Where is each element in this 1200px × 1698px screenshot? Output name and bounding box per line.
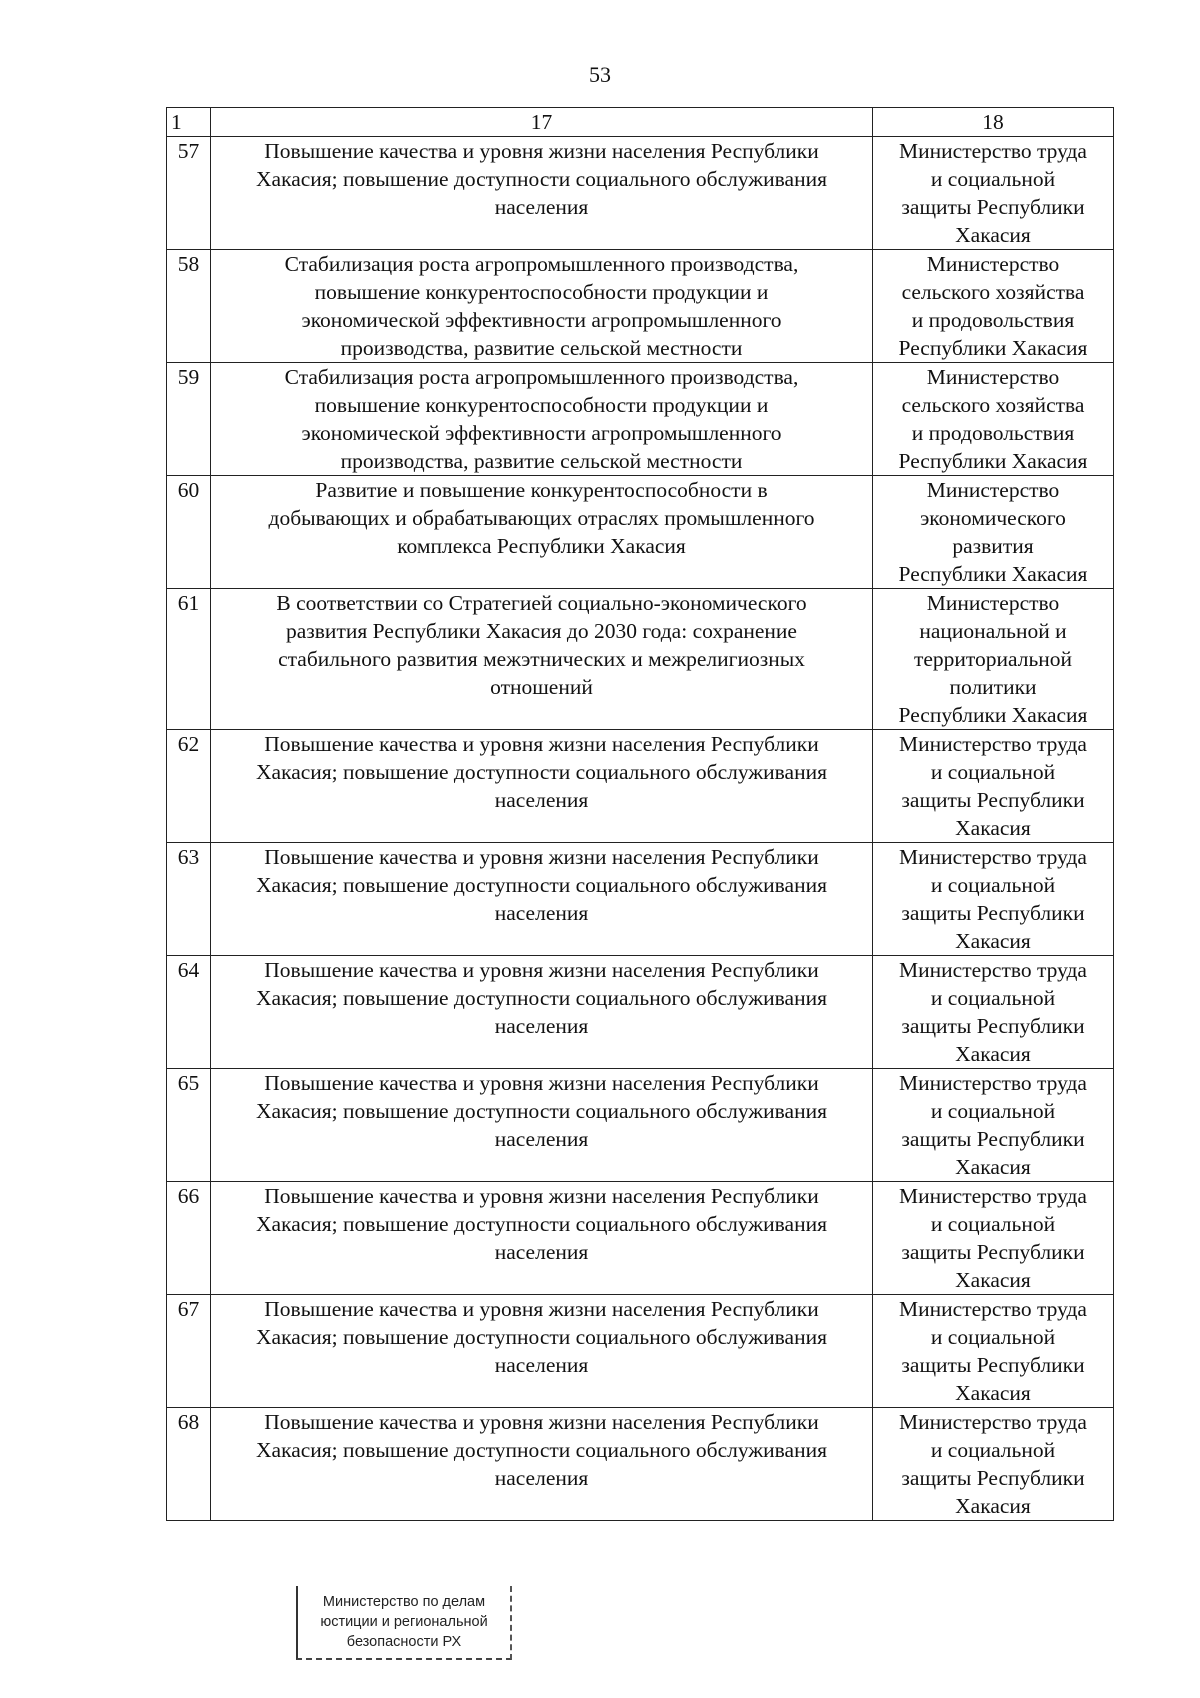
goal-line: В соответствии со Стратегией социально-экономического — [276, 591, 807, 615]
goal-line: Развитие и повышение конкурентоспособности в — [315, 478, 768, 502]
responsible-line: и социальной — [930, 167, 1056, 191]
responsible-line: сельского хозяйства — [901, 393, 1085, 417]
responsible-line: и социальной — [930, 986, 1056, 1010]
goal-line: Повышение качества и уровня жизни населения Республики — [264, 1297, 819, 1321]
header-col-17: 17 — [211, 108, 873, 137]
goal-line: Хакасия; повышение доступности социального обслуживания — [256, 167, 827, 191]
table-row — [167, 1408, 1114, 1521]
responsible-line: Министерство труда — [899, 1071, 1087, 1095]
table-row — [167, 956, 1114, 1069]
goal-line: Хакасия; повышение доступности социального обслуживания — [256, 1212, 827, 1236]
responsible-line: Министерство труда — [899, 139, 1087, 163]
goal-line: экономической эффективности агропромышленного — [301, 421, 782, 445]
goal-line: населения — [494, 901, 589, 925]
goal-line: повышение конкурентоспособности продукции и — [314, 280, 769, 304]
responsible-line: защиты Республики — [901, 1466, 1085, 1490]
responsible-line: защиты Республики — [901, 1240, 1085, 1264]
responsible-line: Министерство труда — [899, 1410, 1087, 1434]
row-number: 62 — [167, 730, 211, 843]
row-number: 68 — [167, 1408, 211, 1521]
responsible-line: территориальной — [913, 647, 1073, 671]
responsible-line: Хакасия — [955, 1042, 1031, 1066]
goal-line: комплекса Республики Хакасия — [397, 534, 686, 558]
table-row — [167, 250, 1114, 363]
goal-cell — [211, 730, 873, 843]
goal-cell — [211, 1295, 873, 1408]
responsible-line: защиты Республики — [901, 1127, 1085, 1151]
table-row — [167, 730, 1114, 843]
responsible-cell — [873, 1069, 1114, 1182]
header-col-1: 1 — [167, 108, 211, 137]
table-row — [167, 1295, 1114, 1408]
responsible-line: Республики Хакасия — [898, 449, 1088, 473]
responsible-line: Хакасия — [955, 1268, 1031, 1292]
responsible-line: защиты Республики — [901, 1014, 1085, 1038]
responsible-line: Хакасия — [955, 929, 1031, 953]
goal-line: Хакасия; повышение доступности социального обслуживания — [256, 760, 827, 784]
row-number: 57 — [167, 137, 211, 250]
goal-cell — [211, 1408, 873, 1521]
document-table — [166, 107, 1114, 1521]
responsible-cell — [873, 1182, 1114, 1295]
table-row — [167, 589, 1114, 730]
responsible-line: и социальной — [930, 1438, 1056, 1462]
goal-line: отношений — [490, 675, 593, 699]
goal-line: Стабилизация роста агропромышленного производства, — [284, 252, 799, 276]
table-row — [167, 843, 1114, 956]
goal-cell — [211, 476, 873, 589]
goal-line: Повышение качества и уровня жизни населения Республики — [264, 732, 819, 756]
goal-line: Повышение качества и уровня жизни населения Республики — [264, 1071, 819, 1095]
row-number: 66 — [167, 1182, 211, 1295]
goal-line: Хакасия; повышение доступности социального обслуживания — [256, 873, 827, 897]
goal-line: Хакасия; повышение доступности социального обслуживания — [256, 1438, 827, 1462]
responsible-line: Хакасия — [955, 1155, 1031, 1179]
goal-line: населения — [494, 1240, 589, 1264]
goal-cell — [211, 137, 873, 250]
row-number: 65 — [167, 1069, 211, 1182]
responsible-line: и продовольствия — [911, 421, 1075, 445]
goal-cell — [211, 843, 873, 956]
goal-line: населения — [494, 1127, 589, 1151]
responsible-line: сельского хозяйства — [901, 280, 1085, 304]
responsible-line: Республики Хакасия — [898, 336, 1088, 360]
responsible-line: Министерство труда — [899, 732, 1087, 756]
responsible-cell — [873, 476, 1114, 589]
row-number: 63 — [167, 843, 211, 956]
responsible-line: Хакасия — [955, 816, 1031, 840]
row-number: 58 — [167, 250, 211, 363]
table-header-row — [167, 108, 1114, 137]
goal-line: населения — [494, 1466, 589, 1490]
responsible-line: Министерство — [926, 478, 1060, 502]
goal-line: стабильного развития межэтнических и межрелигиозных — [278, 647, 805, 671]
goal-cell — [211, 1182, 873, 1295]
page-number: 53 — [589, 62, 611, 87]
row-number: 61 — [167, 589, 211, 730]
goal-line: Повышение качества и уровня жизни населения Республики — [264, 1410, 819, 1434]
responsible-line: Республики Хакасия — [898, 703, 1088, 727]
responsible-line: Министерство труда — [899, 958, 1087, 982]
responsible-line: Министерство труда — [899, 1297, 1087, 1321]
goal-line: экономической эффективности агропромышленного — [301, 308, 782, 332]
stamp-line: юстиции и региональной — [320, 1614, 488, 1630]
table-row — [167, 1182, 1114, 1295]
responsible-cell — [873, 843, 1114, 956]
responsible-cell — [873, 250, 1114, 363]
responsible-line: Министерство труда — [899, 1184, 1087, 1208]
responsible-cell — [873, 363, 1114, 476]
goal-line: населения — [494, 788, 589, 812]
responsible-line: экономического — [920, 506, 1066, 530]
responsible-line: Хакасия — [955, 1381, 1031, 1405]
goal-line: Стабилизация роста агропромышленного производства, — [284, 365, 799, 389]
goal-line: повышение конкурентоспособности продукции и — [314, 393, 769, 417]
responsible-line: политики — [949, 675, 1037, 699]
table-row — [167, 1069, 1114, 1182]
responsible-line: национальной и — [919, 619, 1067, 643]
goal-line: развития Республики Хакасия до 2030 года: сохранение — [286, 619, 797, 643]
goal-line: Хакасия; повышение доступности социального обслуживания — [256, 1325, 827, 1349]
row-number: 64 — [167, 956, 211, 1069]
goal-line: Повышение качества и уровня жизни населения Республики — [264, 1184, 819, 1208]
stamp-line: Министерство по делам — [322, 1594, 486, 1610]
goal-cell — [211, 1069, 873, 1182]
goal-cell — [211, 250, 873, 363]
responsible-cell — [873, 956, 1114, 1069]
goal-line: Повышение качества и уровня жизни населения Республики — [264, 958, 819, 982]
responsible-line: Министерство — [926, 591, 1060, 615]
responsible-line: Хакасия — [955, 223, 1031, 247]
goal-line: Повышение качества и уровня жизни населения Республики — [264, 845, 819, 869]
responsible-line: и социальной — [930, 1325, 1056, 1349]
row-number: 60 — [167, 476, 211, 589]
registration-stamp — [296, 1586, 512, 1660]
responsible-line: и продовольствия — [911, 308, 1075, 332]
responsible-line: защиты Республики — [901, 788, 1085, 812]
row-number: 59 — [167, 363, 211, 476]
goal-cell — [211, 363, 873, 476]
goal-line: населения — [494, 1353, 589, 1377]
table-row — [167, 476, 1114, 589]
header-col-18: 18 — [873, 108, 1114, 137]
responsible-line: Министерство — [926, 252, 1060, 276]
responsible-line: и социальной — [930, 760, 1056, 784]
table-row — [167, 137, 1114, 250]
responsible-line: защиты Республики — [901, 1353, 1085, 1377]
goal-cell — [211, 956, 873, 1069]
responsible-line: Хакасия — [955, 1494, 1031, 1518]
goal-line: Повышение качества и уровня жизни населения Республики — [264, 139, 819, 163]
responsible-cell — [873, 730, 1114, 843]
table-row — [167, 363, 1114, 476]
goal-line: производства, развитие сельской местности — [340, 336, 743, 360]
responsible-cell — [873, 137, 1114, 250]
goal-cell — [211, 589, 873, 730]
responsible-line: развития — [952, 534, 1034, 558]
responsible-line: защиты Республики — [901, 901, 1085, 925]
goal-line: добывающих и обрабатывающих отраслях промышленного — [268, 506, 815, 530]
responsible-line: и социальной — [930, 873, 1056, 897]
goal-line: производства, развитие сельской местности — [340, 449, 743, 473]
goal-line: населения — [494, 1014, 589, 1038]
goal-line: Хакасия; повышение доступности социального обслуживания — [256, 986, 827, 1010]
responsible-line: и социальной — [930, 1099, 1056, 1123]
stamp-line: безопасности РХ — [346, 1634, 462, 1650]
responsible-cell — [873, 1408, 1114, 1521]
goal-line: населения — [494, 195, 589, 219]
responsible-cell — [873, 589, 1114, 730]
responsible-cell — [873, 1295, 1114, 1408]
row-number: 67 — [167, 1295, 211, 1408]
responsible-line: защиты Республики — [901, 195, 1085, 219]
responsible-line: Министерство труда — [899, 845, 1087, 869]
responsible-line: Министерство — [926, 365, 1060, 389]
responsible-line: Республики Хакасия — [898, 562, 1088, 586]
responsible-line: и социальной — [930, 1212, 1056, 1236]
goal-line: Хакасия; повышение доступности социального обслуживания — [256, 1099, 827, 1123]
